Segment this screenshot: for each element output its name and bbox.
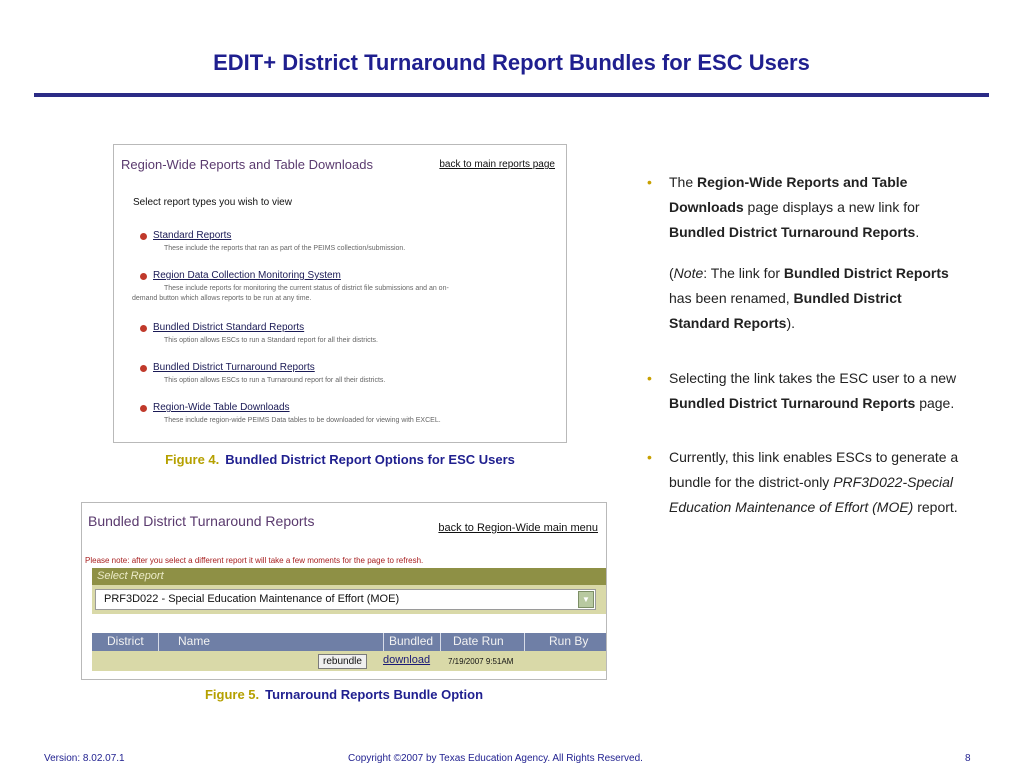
bullet-text: report.	[913, 499, 958, 515]
back-to-region-wide-link[interactable]: back to Region-Wide main menu	[438, 522, 598, 534]
download-link[interactable]: download	[383, 654, 431, 666]
figure-4-caption	[113, 452, 567, 467]
bullet-bold-text: Bundled District Turnaround Reports	[669, 224, 916, 240]
note-paragraph	[647, 261, 965, 336]
figure-4-number: Figure 4.	[165, 452, 220, 467]
bullet-bold-text: Bundled District Turnaround Reports	[669, 395, 916, 411]
bullet-icon	[140, 233, 147, 240]
title-divider	[34, 93, 989, 97]
note-text: has been renamed,	[669, 290, 794, 306]
bullet-icon	[140, 365, 147, 372]
note-text: ).	[786, 315, 796, 331]
explanation-bullets	[647, 170, 965, 536]
bullet-icon	[140, 325, 147, 332]
slide-title: EDIT+ District Turnaround Report Bundles for ESC Users	[213, 50, 810, 75]
bullet-item	[647, 170, 965, 245]
bullet-icon	[140, 405, 147, 412]
bullet-icon: •	[647, 449, 652, 465]
column-district: District	[107, 634, 144, 648]
bundled-turnaround-title: Bundled District Turnaround Reports	[88, 513, 315, 529]
region-wide-reports-title: Region-Wide Reports and Table Downloads	[121, 157, 373, 172]
bullet-text: Currently, this link enables ESCs to generate a bundle for the district-only	[669, 449, 959, 490]
note-bold-text: Bundled District Reports	[783, 265, 949, 281]
figure-4-caption-text: Bundled District Report Options for ESC Users	[225, 452, 515, 467]
table-row	[92, 651, 606, 671]
column-divider	[383, 633, 384, 651]
figure-5-caption	[81, 687, 607, 702]
footer-copyright: Copyright ©2007 by Texas Education Agency. All Rights Reserved.	[348, 753, 643, 764]
region-wide-table-downloads-link[interactable]: Region-Wide Table Downloads	[153, 402, 290, 413]
standard-reports-link[interactable]: Standard Reports	[153, 230, 232, 241]
bundled-district-standard-reports-link[interactable]: Bundled District Standard Reports	[153, 322, 305, 333]
note-text: : The link for	[703, 265, 784, 281]
bullet-item	[647, 445, 965, 520]
note-bold-text: Bundled District Standard Reports	[669, 290, 902, 331]
bullet-icon: •	[647, 370, 652, 386]
column-bundled: Bundled	[389, 634, 434, 648]
page-number: 8	[965, 753, 971, 764]
chevron-down-icon[interactable]: ▼	[578, 591, 594, 608]
footer-version: Version: 8.02.07.1	[44, 753, 125, 764]
report-type-prompt: Select report types you wish to view	[133, 197, 292, 208]
back-to-main-reports-link[interactable]: back to main reports page	[439, 159, 555, 170]
report-table-header	[92, 633, 606, 651]
report-option-description: This option allows ESCs to run a Standard report for all their districts.	[164, 337, 378, 344]
figure-5-screenshot	[81, 502, 607, 680]
column-run-by: Run By	[549, 634, 589, 648]
bullet-text: .	[915, 224, 920, 240]
date-run-value: 7/19/2007 9:51AM	[448, 657, 514, 666]
rebundle-button[interactable]: rebundle	[318, 654, 367, 669]
column-divider	[440, 633, 441, 651]
report-option-description: This option allows ESCs to run a Turnaround report for all their districts.	[164, 377, 386, 384]
bullet-text: page.	[915, 395, 955, 411]
select-report-bar	[92, 568, 606, 585]
report-select[interactable]	[95, 589, 596, 610]
bullet-item	[647, 366, 965, 416]
column-name: Name	[178, 634, 211, 648]
column-divider	[524, 633, 525, 651]
bundled-district-turnaround-reports-link[interactable]: Bundled District Turnaround Reports	[153, 362, 315, 373]
region-data-collection-link[interactable]: Region Data Collection Monitoring System	[153, 270, 341, 281]
bullet-text: The	[669, 174, 698, 190]
bullet-bold-text: Region-Wide Reports and Table Downloads	[669, 174, 908, 215]
note-label: Note	[673, 265, 704, 281]
column-date-run: Date Run	[453, 634, 504, 648]
report-option-description: These include region-wide PEIMS Data tables to be downloaded for viewing with EXCEL.	[164, 417, 441, 424]
bullet-text: Selecting the link takes the ESC user to a new	[669, 370, 957, 386]
note-text: (	[669, 265, 674, 281]
report-option-description: These include the reports that ran as part of the PEIMS collection/submission.	[164, 245, 406, 252]
figure-4-screenshot	[113, 144, 567, 443]
bullet-icon: •	[647, 174, 652, 190]
report-option-description-cont: demand button which allows reports to be run at any time.	[132, 295, 312, 302]
figure-5-number: Figure 5.	[204, 687, 260, 702]
bullet-text: page displays a new link for	[743, 199, 920, 215]
selected-report-value: PRF3D022 - Special Education Maintenance of Effort (MOE)	[104, 593, 400, 605]
column-divider	[158, 633, 159, 651]
select-report-area	[92, 585, 606, 614]
bullet-italic-text: PRF3D022-Special Education Maintenance of Effort (MOE)	[669, 474, 954, 515]
select-report-label: Select Report	[97, 570, 164, 582]
figure-5-caption-text: Turnaround Reports Bundle Option	[265, 687, 484, 702]
refresh-note: Please note: after you select a different report it will take a few moments for the page to refresh.	[85, 556, 424, 565]
report-option-description: These include reports for monitoring the current status of district file submissions and an on-	[164, 285, 449, 292]
bullet-icon	[140, 273, 147, 280]
